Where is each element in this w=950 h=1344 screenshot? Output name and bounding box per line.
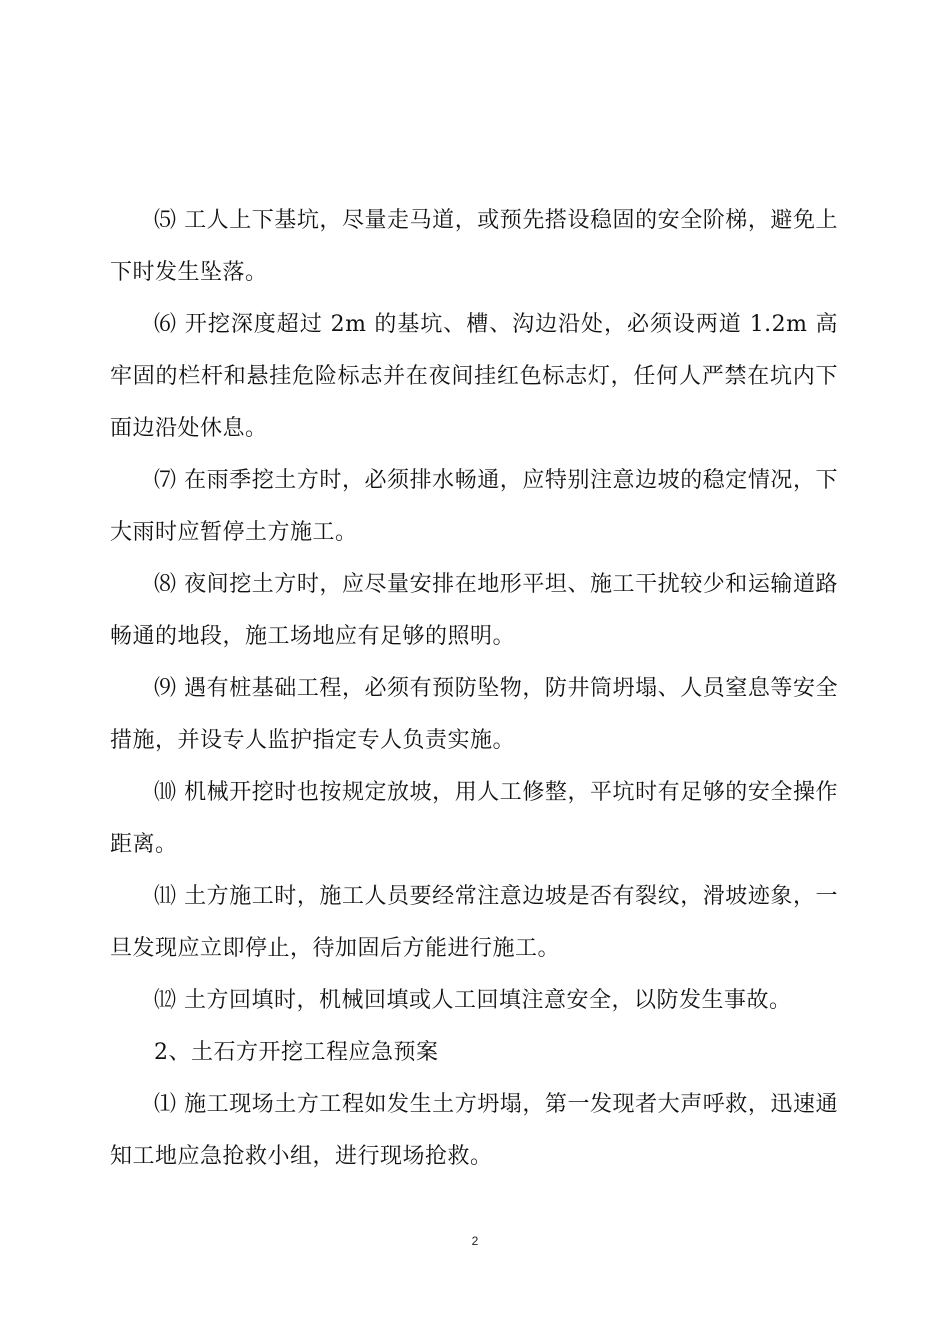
paragraph-item-12: ⑿ 土方回填时，机械回填或人工回填注意安全，以防发生事故。	[154, 988, 792, 1013]
page-number: 2	[471, 1234, 479, 1248]
paragraph-item-7: ⑺ 在雨季挖土方时，必须排水畅通，应特别注意边坡的稳定情况，下大雨时应暂停土方施工。	[110, 468, 838, 545]
paragraph-item-11: ⑾ 土方施工时，施工人员要经常注意边坡是否有裂纹，滑坡迹象，一旦发现应立即停止，待加固后方能进行施工。	[110, 884, 838, 961]
paragraph-item-8: ⑻ 夜间挖土方时，应尽量安排在地形平坦、施工干扰较少和运输道路畅通的地段，施工场地应有足够的照明。	[110, 572, 838, 649]
section-paragraph-item-1: ⑴ 施工现场土方工程如发生土方坍塌，第一发现者大声呼救，迅速通知工地应急抢救小组，进行现场抢救。	[110, 1092, 838, 1169]
paragraph-item-6: ⑹ 开挖深度超过 2m 的基坑、槽、沟边沿处，必须设两道 1.2m 高牢固的栏杆和悬挂危险标志并在夜间挂红色标志灯，任何人严禁在坑内下面边沿处休息。	[110, 312, 838, 441]
paragraph-item-9: ⑼ 遇有桩基础工程，必须有预防坠物，防井筒坍塌、人员窒息等安全措施，并设专人监护指定专人负责实施。	[110, 676, 838, 753]
document-body	[110, 195, 838, 1183]
paragraph-item-5: ⑸ 工人上下基坑，尽量走马道，或预先搭设稳固的安全阶梯，避免上下时发生坠落。	[110, 208, 838, 285]
paragraph-item-10: ⑽ 机械开挖时也按规定放坡，用人工修整，平坑时有足够的安全操作距离。	[110, 780, 838, 857]
section-heading: 2、土石方开挖工程应急预案	[154, 1040, 439, 1065]
